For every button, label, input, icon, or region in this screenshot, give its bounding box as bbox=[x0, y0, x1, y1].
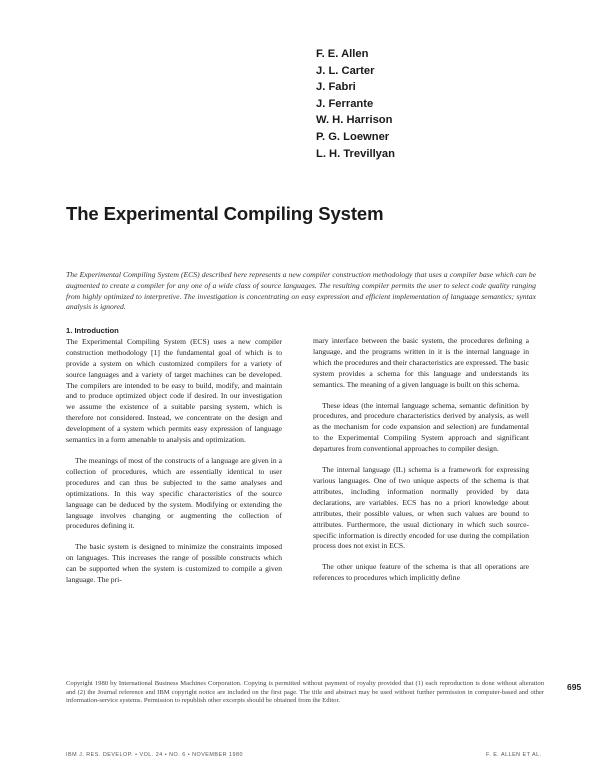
body-paragraph: These ideas (the internal language schema, semantic definition by procedures, and procedure characteristics derived by analysis, as well as the mechanism for code expansion and selection) are fundamental to the Experimental Compiling System approach and significant departures from conventional approaches to compiler design. bbox=[313, 400, 529, 454]
author-name: F. E. Allen bbox=[316, 48, 369, 60]
body-column-left bbox=[66, 326, 282, 596]
author-name: J. Ferrante bbox=[316, 97, 374, 110]
page-number: 695 bbox=[567, 682, 582, 692]
body-paragraph: mary interface between the basic system, the procedures defining a language, and the programs written in it is the internal language in which the procedures and their characteristics are expressed. The basic system provides a schema for this language and understands its semantics. The meaning of a given language is built on this schema. bbox=[313, 336, 529, 389]
author-list bbox=[316, 46, 395, 162]
abstract: The Experimental Compiling System (ECS) described here represents a new compiler construction methodology that uses a compiler base which can be augmented to create a compiler for any one of a wide class of source languages. The resulting compiler permits the user to select code quality ranging from highly optimized to interpretive. The investigation is concentrating on easy expression and efficient implementation of language semantics; syntax analysis is ignored. bbox=[66, 270, 536, 312]
section-heading: 1. Introduction bbox=[66, 326, 119, 335]
author-name: J. L. Carter bbox=[316, 64, 375, 77]
body-column-right bbox=[313, 336, 529, 594]
body-paragraph: The other unique feature of the schema is that all operations are references to procedures which implicitly define bbox=[313, 562, 529, 583]
journal-footer: IBM J. RES. DEVELOP. • VOL. 24 • NO. 6 • NOVEMBER 1980 bbox=[66, 752, 243, 758]
author-name: W. H. Harrison bbox=[316, 114, 393, 127]
author-footer: F. E. ALLEN ET AL. bbox=[486, 752, 542, 758]
paper-title: The Experimental Compiling System bbox=[66, 203, 384, 224]
copyright-notice: Copyright 1980 by International Business Machines Corporation. Copying is permitted without payment of royalty provided that (1) each reproduction is done without alteration and (2) the Journal reference and IBM copyright notice are included on the first page. The title and abstract may be used without further permission in computer-based and other information-service systems. Permission to republish other excerpts should be obtained from the Editor. bbox=[66, 680, 544, 705]
body-paragraph: The meanings of most of the constructs of a language are given in a collection of procedures, which are essentially identical to user procedures and can thus be subjected to the same analyses and optimizations. In this way specific characteristics of the source language can be deduced by the system. Modifying or extending the language involves changing or augmenting the collection of procedures defining it. bbox=[66, 455, 282, 531]
author-name: L. H. Trevillyan bbox=[316, 147, 395, 160]
author-name: J. Fabri bbox=[316, 81, 356, 94]
author-name: P. G. Loewner bbox=[316, 130, 390, 143]
body-paragraph: The Experimental Compiling System (ECS) uses a new compiler construction methodology [1] the fundamental goal of which is to provide a system on which customized compilers for a variety of source languages and a variety of target machines can be developed. The compilers are intended to be easy to build, modify, and maintain and to produce optimized object code if desired. In our investigation we assume the existence of a suitable parsing system, which is therefore not considered. Instead, we concentrate on the design and development of a system which permits easy expression of language semantics in a form amenable to analysis and optimization. bbox=[66, 336, 282, 445]
body-paragraph: The internal language (IL) schema is a framework for expressing various languages. One of two unique aspects of the schema is that attributes, including information normally provided by data declarations, are variables. ECS has no a priori knowledge about attributes, their possible values, or when such values are bound to attributes. Furthermore, the usual dictionary in which such source-specific information is directly encoded for use during the compilation process does not exist in ECS. bbox=[313, 465, 529, 551]
body-paragraph: The basic system is designed to minimize the constraints imposed on languages. This increases the range of possible constructs which can be supported when the system is customized to compile a given language. The pri- bbox=[66, 542, 282, 585]
